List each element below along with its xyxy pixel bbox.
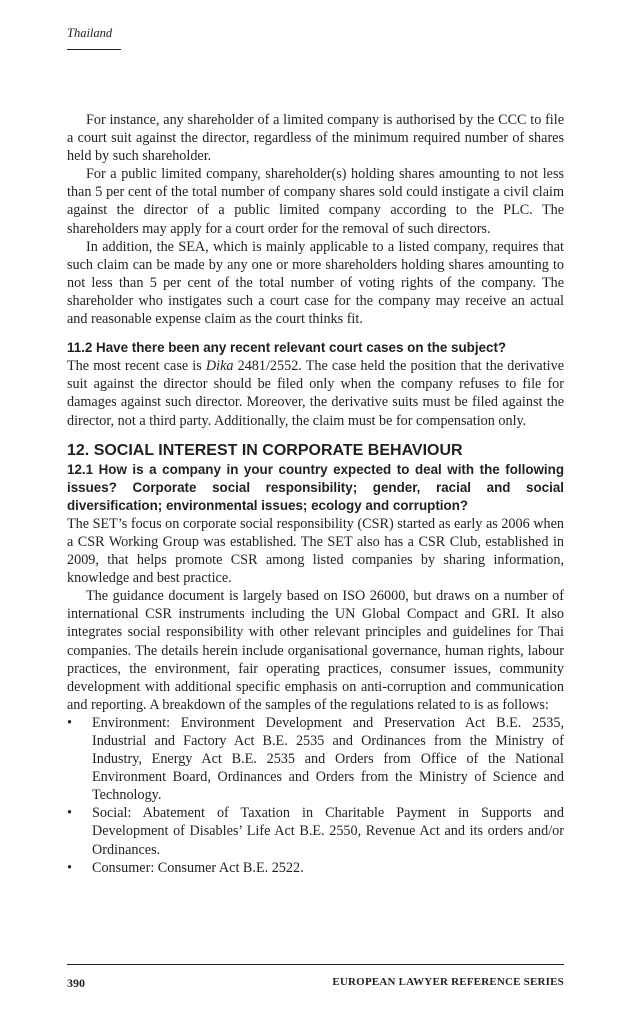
paragraph: The guidance document is largely based on ISO 26000, but draws on a number of international CSR instruments including the UN Global Compact and GRI. It also integrates social responsibility with other relevant principles and guidelines for Thai companies. The details herein include organisational governance, human rights, labour practices, the environment, fair operating practices, consumer issues, community development with additional specific emphasis on anti-corruption and communication and reporting. A breakdown of the samples of the regulations related to is as follows: [67, 588, 564, 713]
bullet-text: Social: Abatement of Taxation in Charitable Payment in Supports and Development of Disables’ Life Act B.E. 2550, Revenue Act and its orders and/or Ordinances. [92, 805, 564, 858]
paragraph: For a public limited company, shareholder(s) holding shares amounting to not less than 5 per cent of the total number of company shares sold could instigate a civil claim against the director of a public limited company according to the PLC. The shareholders may apply for a court order for the removal of such directors. [67, 166, 564, 237]
case-name: Dika [205, 358, 234, 375]
body-text [67, 111, 564, 877]
section-heading: 12. SOCIAL INTEREST IN CORPORATE BEHAVIOUR [67, 441, 463, 459]
series-name: EUROPEAN LAWYER REFERENCE SERIES [332, 976, 564, 988]
paragraph [67, 357, 564, 429]
bullet-item [67, 859, 564, 877]
bullet-item [67, 714, 564, 804]
bullet-icon: • [67, 859, 72, 876]
answer-text: The most recent case is [67, 358, 206, 375]
header-rule [67, 49, 121, 50]
bullet-icon: • [67, 714, 72, 731]
bullet-item [67, 804, 564, 858]
running-header: Thailand [67, 26, 113, 40]
question-heading: 12.1 How is a company in your country expected to deal with the following issues? Corporate social responsibility; gender, racial and social diversification; environmental issues; ecology and corruption? [67, 461, 564, 513]
paragraph: The SET’s focus on corporate social responsibility (CSR) started as early as 2006 when a CSR Working Group was established. The SET also has a CSR Club, established in 2009, that helps promote CSR among listed companies by sharing information, knowledge and best practice. [67, 515, 564, 587]
bullet-text: Consumer: Consumer Act B.E. 2522. [92, 859, 304, 876]
page-number: 390 [67, 976, 85, 990]
paragraph: For instance, any shareholder of a limited company is authorised by the CCC to file a court suit against the director, regardless of the minimum required number of shares held by such shareholder. [67, 112, 564, 165]
answer-text: 2481/2552. The case held the position that the derivative suit against the director should be filed only when the company refuses to file for damages against such director. Moreover, the derivative suits must be filed against the director, not a third party. Additionally, the claim must be for compensation only. [67, 358, 564, 429]
footer-rule [67, 964, 564, 965]
bullet-text: Environment: Environment Development and Preservation Act B.E. 2535, Industrial and Factory Act B.E. 2535 and Ordinances from the Ministry of Industry, Energy Act B.E. 2535 and Orders from Office of the National Environment Board, Ordinances and Orders from the Ministry of Science and Technology. [92, 714, 564, 804]
bullet-icon: • [67, 805, 72, 822]
question-heading: 11.2 Have there been any recent relevant court cases on the subject? [67, 340, 507, 356]
paragraph: In addition, the SEA, which is mainly applicable to a listed company, requires that such claim can be made by any one or more shareholders holding shares amounting to not less than 5 per cent of the total number of voting rights of the company. The shareholder who instigates such a court case for the company may receive an actual and reasonable expense claim as the court thinks fit. [67, 238, 564, 328]
